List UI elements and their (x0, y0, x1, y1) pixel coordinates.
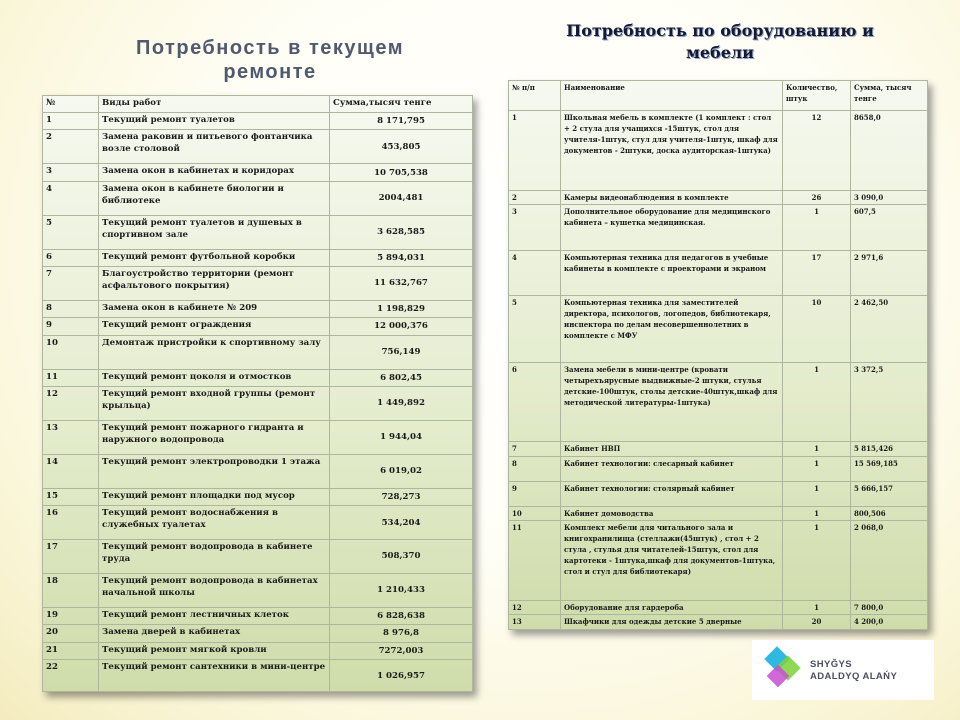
header-work-type: Виды работ (99, 96, 330, 113)
equipment-row (509, 600, 928, 615)
equipment-row (509, 442, 928, 457)
equipment-row (509, 250, 928, 296)
row-quantity: 1 (783, 506, 851, 521)
row-number: 22 (43, 660, 99, 692)
repair-row (43, 181, 473, 215)
row-work-type: Текущий ремонт площадки под мусор (99, 488, 330, 505)
repair-row (43, 369, 473, 386)
row-quantity: 1 (783, 600, 851, 615)
row-name: Комплект мебели для читального зала и книгохранилища (стеллажи(45штук) , стол + 2 стула , стулья для читателей-15штук, стол для картотеки - 1штука,шкаф для документов-1штука, стол и стул для библиотекаря) (561, 521, 783, 601)
row-number: 9 (43, 318, 99, 335)
row-work-type: Текущий ремонт лестничных клеток (99, 607, 330, 624)
repair-row (43, 454, 473, 488)
row-work-type: Демонтаж пристройки к спортивному залу (99, 335, 330, 369)
repair-row (43, 539, 473, 573)
repair-row (43, 660, 473, 692)
row-sum: 15 569,185 (851, 456, 928, 481)
row-name: Школьная мебель в комплекте (1 комплект : стол + 2 стула для учащихся -15штук, стол для учителя-1штук, стул для учителя-1штук, шкаф для документов - 2штуки, доска аудиторская-1штука) (561, 111, 783, 191)
row-number: 12 (43, 387, 99, 421)
row-name: Дополнительное оборудование для медицинского кабинета – кушетка медицинская. (561, 205, 783, 251)
row-sum: 756,149 (330, 335, 473, 369)
repair-row (43, 266, 473, 300)
row-number: 17 (43, 539, 99, 573)
row-quantity: 26 (783, 190, 851, 205)
row-number: 11 (509, 521, 561, 601)
row-sum: 2 462,50 (851, 296, 928, 362)
repair-row (43, 164, 473, 181)
repair-row (43, 420, 473, 454)
equipment-row (509, 615, 928, 630)
row-quantity: 1 (783, 442, 851, 457)
repair-row (43, 607, 473, 624)
row-sum: 7 800,0 (851, 600, 928, 615)
row-quantity: 1 (783, 205, 851, 251)
row-sum: 5 815,426 (851, 442, 928, 457)
row-quantity: 1 (783, 521, 851, 601)
row-number: 20 (43, 625, 99, 642)
repair-row (43, 130, 473, 164)
repair-row (43, 215, 473, 249)
row-sum: 8 171,795 (330, 113, 473, 130)
row-number: 13 (43, 420, 99, 454)
equipment-table-container (508, 80, 928, 630)
equipment-table (508, 80, 928, 630)
row-number: 14 (43, 454, 99, 488)
row-sum: 1 210,433 (330, 573, 473, 607)
equipment-row (509, 205, 928, 251)
repair-row (43, 506, 473, 540)
row-sum: 6 019,02 (330, 454, 473, 488)
row-number: 2 (509, 190, 561, 205)
row-name: Кабинет НВП (561, 442, 783, 457)
row-work-type: Замена окон в кабинете № 209 (99, 300, 330, 317)
equipment-table-header (509, 81, 928, 111)
logo-mark-icon (762, 646, 806, 690)
row-sum: 800,506 (851, 506, 928, 521)
row-number: 10 (509, 506, 561, 521)
row-work-type: Текущий ремонт водоснабжения в служебных туалетах (99, 506, 330, 540)
repair-table-header (43, 96, 473, 113)
equipment-row (509, 481, 928, 506)
row-sum: 534,204 (330, 506, 473, 540)
row-sum: 12 000,376 (330, 318, 473, 335)
repair-row (43, 488, 473, 505)
row-work-type: Замена окон в кабинетах и коридорах (99, 164, 330, 181)
row-name: Камеры видеонаблюдения в комплекте (561, 190, 783, 205)
repair-row (43, 335, 473, 369)
repair-table-container (42, 95, 473, 692)
row-work-type: Текущий ремонт водопровода в кабинете труда (99, 539, 330, 573)
row-number: 3 (509, 205, 561, 251)
row-sum: 2004,481 (330, 181, 473, 215)
row-work-type: Текущий ремонт туалетов (99, 113, 330, 130)
row-number: 9 (509, 481, 561, 506)
row-number: 6 (509, 362, 561, 442)
row-work-type: Текущий ремонт водопровода в кабинетах начальной школы (99, 573, 330, 607)
row-number: 3 (43, 164, 99, 181)
repair-row (43, 642, 473, 659)
row-sum: 8 976,8 (330, 625, 473, 642)
row-name: Кабинет технологии: столярный кабинет (561, 481, 783, 506)
row-sum: 508,370 (330, 539, 473, 573)
row-work-type: Текущий ремонт сантехники в мини-центре (99, 660, 330, 692)
row-quantity: 12 (783, 111, 851, 191)
repair-table (42, 95, 473, 692)
row-number: 7 (509, 442, 561, 457)
repair-row (43, 625, 473, 642)
row-number: 4 (43, 181, 99, 215)
row-number: 7 (43, 266, 99, 300)
logo-text-line1: SHYĞYS (810, 659, 852, 670)
left-title-line2: ремонте (223, 61, 317, 83)
row-sum: 3 090,0 (851, 190, 928, 205)
row-quantity: 1 (783, 362, 851, 442)
row-quantity: 20 (783, 615, 851, 630)
row-number: 10 (43, 335, 99, 369)
row-sum: 8658,0 (851, 111, 928, 191)
row-number: 4 (509, 250, 561, 296)
equipment-row (509, 296, 928, 362)
equipment-row (509, 456, 928, 481)
row-work-type: Текущий ремонт ограждения (99, 318, 330, 335)
header-quantity: Количество, штук (783, 81, 851, 111)
row-name: Кабинет технологии: слесарный кабинет (561, 456, 783, 481)
repair-row (43, 318, 473, 335)
row-number: 11 (43, 369, 99, 386)
header-sum: Сумма,тысяч тенге (330, 96, 473, 113)
row-quantity: 1 (783, 481, 851, 506)
right-title (515, 20, 925, 64)
row-number: 8 (509, 456, 561, 481)
row-sum: 1 449,892 (330, 387, 473, 421)
row-sum: 5 894,031 (330, 249, 473, 266)
row-quantity: 10 (783, 296, 851, 362)
row-sum: 3 372,5 (851, 362, 928, 442)
row-name: Компьютерная техника для педагогов в учебные кабинеты в комплекте с проекторами и экраном (561, 250, 783, 296)
row-sum: 4 200,0 (851, 615, 928, 630)
equipment-row (509, 506, 928, 521)
row-work-type: Текущий ремонт туалетов и душевых в спортивном зале (99, 215, 330, 249)
row-name: Шкафчики для одежды детские 5 дверные (561, 615, 783, 630)
left-title-line1: Потребность в текущем (135, 37, 405, 59)
row-sum: 6 828,638 (330, 607, 473, 624)
right-title-line2: мебели (685, 43, 755, 62)
row-sum: 2 971,6 (851, 250, 928, 296)
row-number: 6 (43, 249, 99, 266)
row-name: Оборудование для гардероба (561, 600, 783, 615)
row-sum: 607,5 (851, 205, 928, 251)
row-work-type: Замена раковин и питьевого фонтанчика возле столовой (99, 130, 330, 164)
row-sum: 3 628,585 (330, 215, 473, 249)
row-work-type: Замена окон в кабинете биологии и библиотеке (99, 181, 330, 215)
header-name: Наименование (561, 81, 783, 111)
row-number: 1 (43, 113, 99, 130)
repair-row (43, 387, 473, 421)
row-work-type: Текущий ремонт мягкой кровли (99, 642, 330, 659)
row-sum: 10 705,538 (330, 164, 473, 181)
row-number: 2 (43, 130, 99, 164)
row-number: 16 (43, 506, 99, 540)
left-title (70, 36, 470, 84)
repair-row (43, 300, 473, 317)
row-number: 18 (43, 573, 99, 607)
header-number: № п/п (509, 81, 561, 111)
header-number: № (43, 96, 99, 113)
row-sum: 728,273 (330, 488, 473, 505)
row-quantity: 1 (783, 456, 851, 481)
right-title-line1: Потребность по оборудованию и (566, 21, 874, 40)
row-number: 8 (43, 300, 99, 317)
row-work-type: Текущий ремонт футбольной коробки (99, 249, 330, 266)
equipment-row (509, 521, 928, 601)
row-quantity: 17 (783, 250, 851, 296)
row-work-type: Текущий ремонт входной группы (ремонт крыльца) (99, 387, 330, 421)
equipment-row (509, 362, 928, 442)
row-sum: 1 026,957 (330, 660, 473, 692)
row-number: 13 (509, 615, 561, 630)
logo (752, 640, 934, 700)
row-number: 5 (43, 215, 99, 249)
logo-text-line2: ADALDYQ ALAŃY (810, 671, 898, 682)
row-sum: 2 068,0 (851, 521, 928, 601)
row-number: 19 (43, 607, 99, 624)
row-sum: 11 632,767 (330, 266, 473, 300)
equipment-row (509, 190, 928, 205)
row-work-type: Текущий ремонт электропроводки 1 этажа (99, 454, 330, 488)
row-name: Кабинет домоводства (561, 506, 783, 521)
row-number: 15 (43, 488, 99, 505)
row-work-type: Благоустройство территории (ремонт асфальтового покрытия) (99, 266, 330, 300)
row-sum: 1 198,829 (330, 300, 473, 317)
row-work-type: Текущий ремонт цоколя и отмостков (99, 369, 330, 386)
row-number: 1 (509, 111, 561, 191)
row-sum: 5 666,157 (851, 481, 928, 506)
equipment-row (509, 111, 928, 191)
repair-row (43, 249, 473, 266)
row-number: 5 (509, 296, 561, 362)
header-sum: Сумма, тысяч тенге (851, 81, 928, 111)
row-sum: 6 802,45 (330, 369, 473, 386)
row-sum: 453,805 (330, 130, 473, 164)
row-work-type: Замена дверей в кабинетах (99, 625, 330, 642)
row-sum: 1 944,04 (330, 420, 473, 454)
row-name: Компьютерная техника для заместителей директора, психологов, логопедов, библиотекаря, инспектора по делам несовершеннолетних в комплекте с МФУ (561, 296, 783, 362)
row-number: 21 (43, 642, 99, 659)
row-work-type: Текущий ремонт пожарного гидранта и наружного водопровода (99, 420, 330, 454)
row-name: Замена мебели в мини-центре (кровати четырехъярусные выдвижные-2 штуки, стулья детские-100штук, столы детские-40штук,шкаф для методической литературы-1штука) (561, 362, 783, 442)
repair-row (43, 113, 473, 130)
repair-row (43, 573, 473, 607)
row-sum: 7272,003 (330, 642, 473, 659)
row-number: 12 (509, 600, 561, 615)
